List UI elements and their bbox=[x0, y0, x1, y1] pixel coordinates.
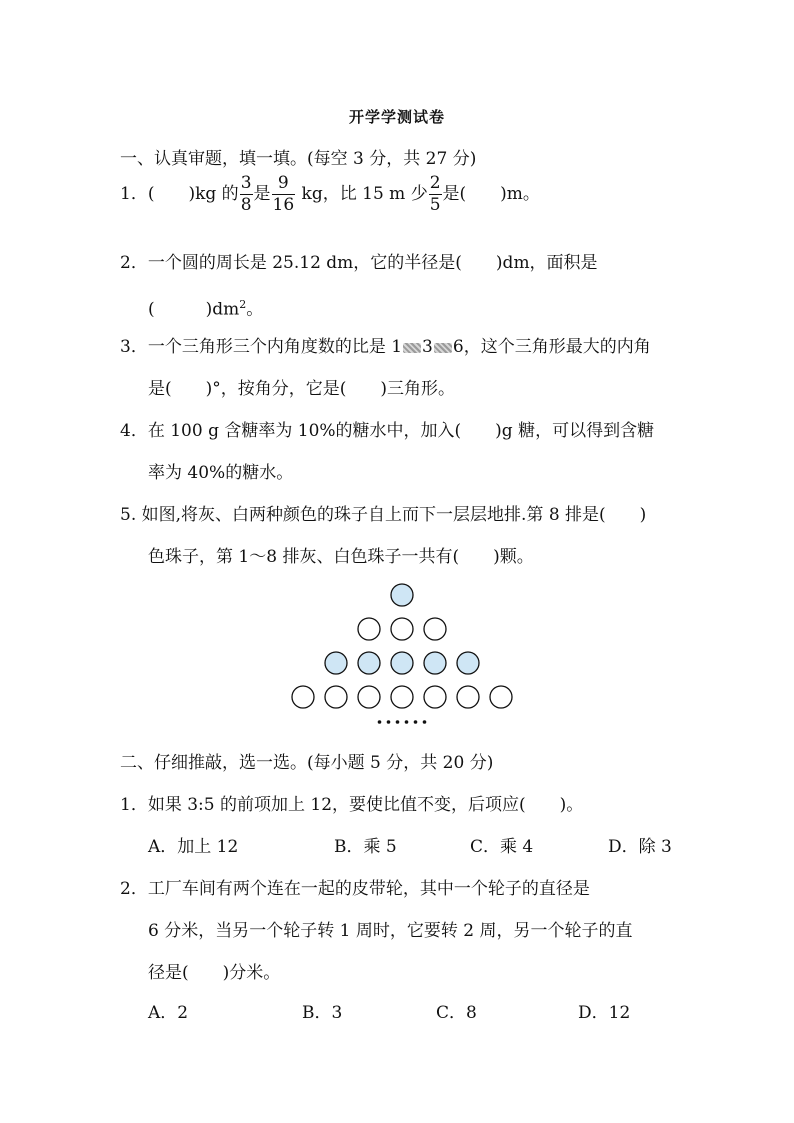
white-bead bbox=[424, 618, 446, 640]
fraction-2-5: $\frac{2}{5}$ bbox=[429, 173, 441, 215]
white-bead bbox=[358, 618, 380, 640]
question-2-2-line-2: 6 分米，当另一个轮子转 1 周时，它要转 2 周，另一个轮子的直 bbox=[148, 921, 633, 941]
question-1-3-line-1: 3．一个三角形三个内角度数的比是 1 3 6，这个三角形最大的内角 bbox=[120, 337, 651, 357]
continuation-dot bbox=[414, 720, 418, 724]
ratio-colon-glyph bbox=[403, 343, 421, 353]
q2-2-option-c[interactable]: C．8 bbox=[436, 1003, 477, 1023]
question-1-3-line-2: 是( )°，按角分，它是( )三角形。 bbox=[148, 379, 456, 399]
gray-bead bbox=[457, 652, 479, 674]
q1-blank-1: ( ) bbox=[147, 184, 196, 204]
white-bead bbox=[292, 686, 314, 708]
question-1-5-line-1: 5. 如图,将灰、白两种颜色的珠子自上而下一层层地排.第 8 排是( ) bbox=[120, 505, 647, 525]
q2-1-option-b[interactable]: B．乘 5 bbox=[334, 837, 397, 857]
continuation-dot bbox=[396, 720, 400, 724]
fraction-9-16: $\frac{9}{16}$ bbox=[272, 173, 295, 215]
question-2-2-line-1: 2．工厂车间有两个连在一起的皮带轮，其中一个轮子的直径是 bbox=[120, 879, 590, 899]
q2-2-option-d[interactable]: D．12 bbox=[578, 1003, 631, 1023]
section1-heading: 一、认真审题，填一填。(每空 3 分，共 27 分) bbox=[120, 149, 477, 169]
q2-2-option-b[interactable]: B．3 bbox=[302, 1003, 343, 1023]
question-1-5-line-2: 色珠子，第 1～8 排灰、白色珠子一共有( )颗。 bbox=[148, 547, 534, 567]
q2-1-option-c[interactable]: C．乘 4 bbox=[470, 837, 534, 857]
question-2-2-line-3: 径是( )分米。 bbox=[148, 963, 281, 983]
bead-pyramid-figure bbox=[280, 578, 520, 738]
fraction-3-8: $\frac{3}{8}$ bbox=[240, 173, 252, 215]
continuation-dot bbox=[387, 720, 391, 724]
gray-bead bbox=[358, 652, 380, 674]
white-bead bbox=[358, 686, 380, 708]
gray-bead bbox=[391, 652, 413, 674]
white-bead bbox=[391, 686, 413, 708]
continuation-dot bbox=[405, 720, 409, 724]
continuation-dot bbox=[423, 720, 427, 724]
q1-text-2: 是 bbox=[253, 184, 271, 204]
white-bead bbox=[490, 686, 512, 708]
page-title: 开学学测试卷 bbox=[348, 108, 445, 126]
continuation-dot bbox=[378, 720, 382, 724]
q1-text-4: 是( )m。 bbox=[442, 184, 540, 204]
white-bead bbox=[391, 618, 413, 640]
q2-1-option-a[interactable]: A．加上 12 bbox=[148, 837, 239, 857]
white-bead bbox=[457, 686, 479, 708]
question-1-1 bbox=[120, 172, 540, 216]
question-2-1-stem: 1．如果 3:5 的前项加上 12，要使比值不变，后项应( )。 bbox=[120, 795, 584, 815]
question-1-2-line-1: 2．一个圆的周长是 25.12 dm，它的半径是( )dm，面积是 bbox=[120, 253, 598, 273]
gray-bead bbox=[391, 584, 413, 606]
q1-text-3: kg，比 15 m 少 bbox=[296, 184, 428, 204]
gray-bead bbox=[325, 652, 347, 674]
section2-heading: 二、仔细推敲，选一选。(每小题 5 分，共 20 分) bbox=[120, 753, 494, 773]
q1-text-1: kg 的 bbox=[195, 184, 239, 204]
q2-1-option-d[interactable]: D．除 3 bbox=[608, 837, 672, 857]
q2-2-option-a[interactable]: A．2 bbox=[148, 1003, 189, 1023]
question-1-2-line-2: ( )$dm^2$。 bbox=[148, 298, 264, 320]
ratio-colon-glyph bbox=[434, 343, 452, 353]
white-bead bbox=[325, 686, 347, 708]
gray-bead bbox=[424, 652, 446, 674]
question-1-4-line-2: 率为 40%的糖水。 bbox=[148, 463, 294, 483]
question-1-4-line-1: 4．在 100 g 含糖率为 10%的糖水中，加入( )g 糖，可以得到含糖 bbox=[120, 421, 655, 441]
white-bead bbox=[424, 686, 446, 708]
q1-number: 1． bbox=[120, 184, 148, 204]
